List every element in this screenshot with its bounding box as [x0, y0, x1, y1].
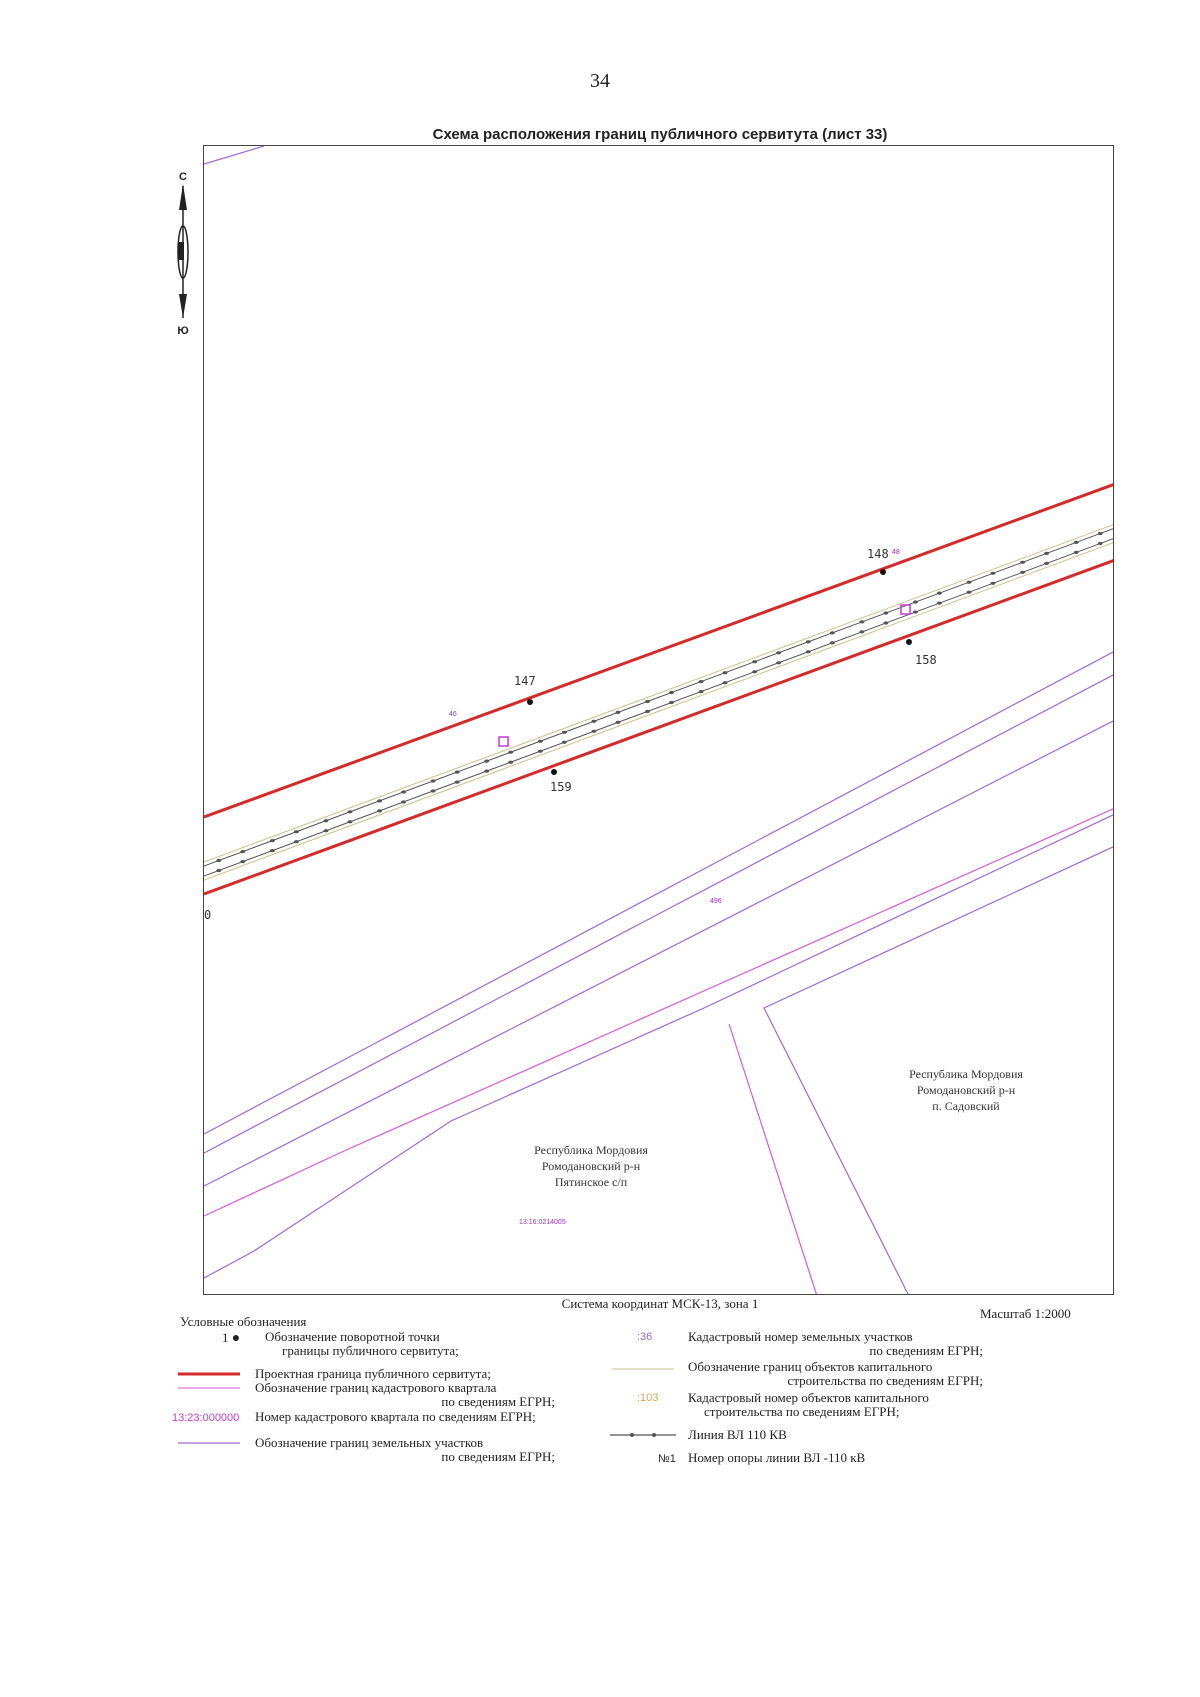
insulator-mark	[431, 779, 436, 782]
insulator-mark	[967, 581, 972, 584]
insulator-mark	[699, 680, 704, 683]
legend-text: Обозначение границ кадастрового квартала	[255, 1380, 497, 1395]
insulator-mark	[883, 611, 888, 614]
insulator-mark	[806, 650, 811, 653]
legend-text: границы публичного сервитута;	[282, 1343, 459, 1358]
insulator-mark	[991, 582, 996, 585]
land-plot-boundaries	[204, 651, 1114, 1295]
legend-symbol-capital-object-number: :103	[637, 1392, 659, 1404]
insulator-mark	[377, 809, 382, 812]
legend-symbol-land-plot-number: :36	[637, 1331, 653, 1343]
legend-text: Обозначение границ объектов капитального	[688, 1359, 933, 1374]
place-label-pyatinskoe: Пятинское с/п	[554, 1175, 628, 1189]
insulator-mark	[240, 850, 245, 853]
legend-symbol-turning-point: 1 ●	[222, 1330, 241, 1346]
insulator-mark	[401, 790, 406, 793]
coordinate-system: Система координат МСК-13, зона 1	[561, 1296, 759, 1311]
insulator-mark	[216, 859, 221, 862]
legend-text: Номер кадастрового квартала по сведениям ЕГРН;	[255, 1409, 536, 1424]
insulator-mark	[859, 630, 864, 633]
insulator-mark	[937, 592, 942, 595]
map-frame	[203, 145, 1114, 1295]
insulator-mark	[937, 602, 942, 605]
insulator-mark	[1044, 562, 1049, 565]
insulator-mark	[645, 700, 650, 703]
point-label: 148	[867, 547, 889, 561]
place-label-pyatinskoe: Ромодановский р-н	[541, 1159, 641, 1173]
map-canvas	[204, 146, 1114, 1295]
insulator-mark	[538, 750, 543, 753]
insulator-mark	[830, 631, 835, 634]
power-line-110kv	[204, 528, 1114, 876]
point-label: 147	[514, 674, 536, 688]
legend-symbol-cadastral-quarter-line	[178, 1386, 240, 1390]
insulator-mark	[776, 661, 781, 664]
turning-point-159	[551, 769, 557, 775]
insulator-mark	[294, 830, 299, 833]
insulator-mark	[508, 761, 513, 764]
insulator-mark	[913, 610, 918, 613]
legend-symbol-text: 1	[222, 1330, 229, 1345]
insulator-mark	[1074, 551, 1079, 554]
insulator-mark	[859, 620, 864, 623]
page-number: 34	[590, 70, 610, 92]
map-title: Схема расположения границ публичного сервитута (лист 33)	[432, 126, 888, 143]
cadastral-number-label: 46	[449, 711, 457, 718]
insulator-mark	[348, 810, 353, 813]
tower-marker	[499, 737, 508, 746]
insulator-mark	[484, 760, 489, 763]
place-label-pyatinskoe: Республика Мордовия	[534, 1143, 648, 1157]
insulator-mark	[216, 869, 221, 872]
map-scale: Масштаб 1:2000	[980, 1306, 1071, 1321]
legend-text: по сведениям ЕГРН;	[869, 1343, 983, 1358]
insulator-mark	[294, 840, 299, 843]
legend-text: строительства по сведениям ЕГРН;	[787, 1373, 983, 1388]
insulator-mark	[669, 701, 674, 704]
tower-marker	[901, 605, 910, 614]
insulator-mark	[806, 640, 811, 643]
insulator-mark	[431, 789, 436, 792]
insulator-mark	[723, 671, 728, 674]
insulator-mark	[699, 690, 704, 693]
insulator-mark	[752, 670, 757, 673]
legend-symbol-capital-object-line	[612, 1367, 674, 1371]
insulator-mark	[645, 710, 650, 713]
legend-text: Проектная граница публичного сервитута;	[255, 1366, 491, 1381]
insulator-mark	[1020, 561, 1025, 564]
insulator-mark	[991, 572, 996, 575]
legend-symbol-power-line	[610, 1431, 676, 1439]
insulator-mark	[615, 711, 620, 714]
insulator-mark	[324, 829, 329, 832]
legend-symbol-servitude-line	[178, 1371, 240, 1377]
point-label: 159	[550, 780, 572, 794]
edge-label: 0	[204, 908, 212, 922]
legend-title: Условные обозначения	[180, 1314, 307, 1329]
legend-text: Кадастровый номер земельных участков	[688, 1329, 913, 1344]
turning-point-158	[906, 639, 912, 645]
insulator-mark	[1020, 571, 1025, 574]
legend-text: Обозначение поворотной точки	[265, 1329, 440, 1344]
insulator-mark	[830, 641, 835, 644]
insulator-mark	[1044, 552, 1049, 555]
servitude-boundaries	[204, 484, 1114, 894]
insulator-mark	[752, 660, 757, 663]
place-label-sadovsky: п. Садовский	[932, 1099, 1000, 1113]
insulator-mark	[967, 591, 972, 594]
legend-text: Номер опоры линии ВЛ -110 кВ	[688, 1450, 866, 1465]
insulator-mark	[484, 770, 489, 773]
legend-symbol-tower-number: №1	[658, 1453, 676, 1465]
legend-text: строительства по сведениям ЕГРН;	[704, 1404, 900, 1419]
insulator-mark	[538, 740, 543, 743]
compass-south-label: Ю	[177, 325, 189, 337]
insulator-mark	[1074, 541, 1079, 544]
insulator-mark	[723, 681, 728, 684]
insulator-mark	[270, 839, 275, 842]
cadastral-quarter-label: 13:16:0214005	[519, 1219, 566, 1226]
insulator-mark	[562, 731, 567, 734]
insulator-mark	[591, 720, 596, 723]
legend-text: Кадастровый номер объектов капитального	[688, 1390, 929, 1405]
insulator-mark	[377, 799, 382, 802]
insulator-mark	[324, 819, 329, 822]
capital-object-boundaries	[204, 524, 1114, 880]
legend-symbol-land-plot-line	[178, 1441, 240, 1445]
turning-points	[527, 569, 912, 775]
cadastral-quarter-boundaries	[204, 808, 1114, 1295]
insulator-mark	[615, 721, 620, 724]
insulator-mark	[669, 691, 674, 694]
legend-text: Линия ВЛ 110 КВ	[688, 1427, 787, 1442]
insulator-mark	[562, 741, 567, 744]
compass-north-label: С	[179, 171, 187, 183]
insulator-mark	[883, 621, 888, 624]
insulator-mark	[913, 600, 918, 603]
insulator-mark	[455, 781, 460, 784]
north-arrow-icon	[168, 168, 198, 338]
point-label: 158	[915, 653, 937, 667]
insulator-mark	[240, 860, 245, 863]
land-plot-boundary-line	[204, 146, 264, 164]
insulator-mark	[508, 751, 513, 754]
insulator-mark	[455, 771, 460, 774]
legend-text: по сведениям ЕГРН;	[441, 1394, 555, 1409]
insulator-mark	[1098, 542, 1103, 545]
turning-point-148	[880, 569, 886, 575]
turning-point-147	[527, 699, 533, 705]
legend-symbol-quarter-number: 13:23:000000	[172, 1412, 240, 1424]
place-label-sadovsky: Ромодановский р-н	[916, 1083, 1016, 1097]
insulator-mark	[1098, 532, 1103, 535]
insulator-mark	[270, 849, 275, 852]
insulator-mark	[348, 820, 353, 823]
legend-text: по сведениям ЕГРН;	[441, 1449, 555, 1464]
insulator-mark	[401, 800, 406, 803]
legend-text: Обозначение границ земельных участков	[255, 1435, 484, 1450]
insulator-mark	[591, 730, 596, 733]
cadastral-number-label: 48	[892, 549, 900, 556]
insulator-mark	[776, 651, 781, 654]
place-label-sadovsky: Республика Мордовия	[909, 1067, 1023, 1081]
cadastral-number-label: 496	[710, 898, 722, 905]
